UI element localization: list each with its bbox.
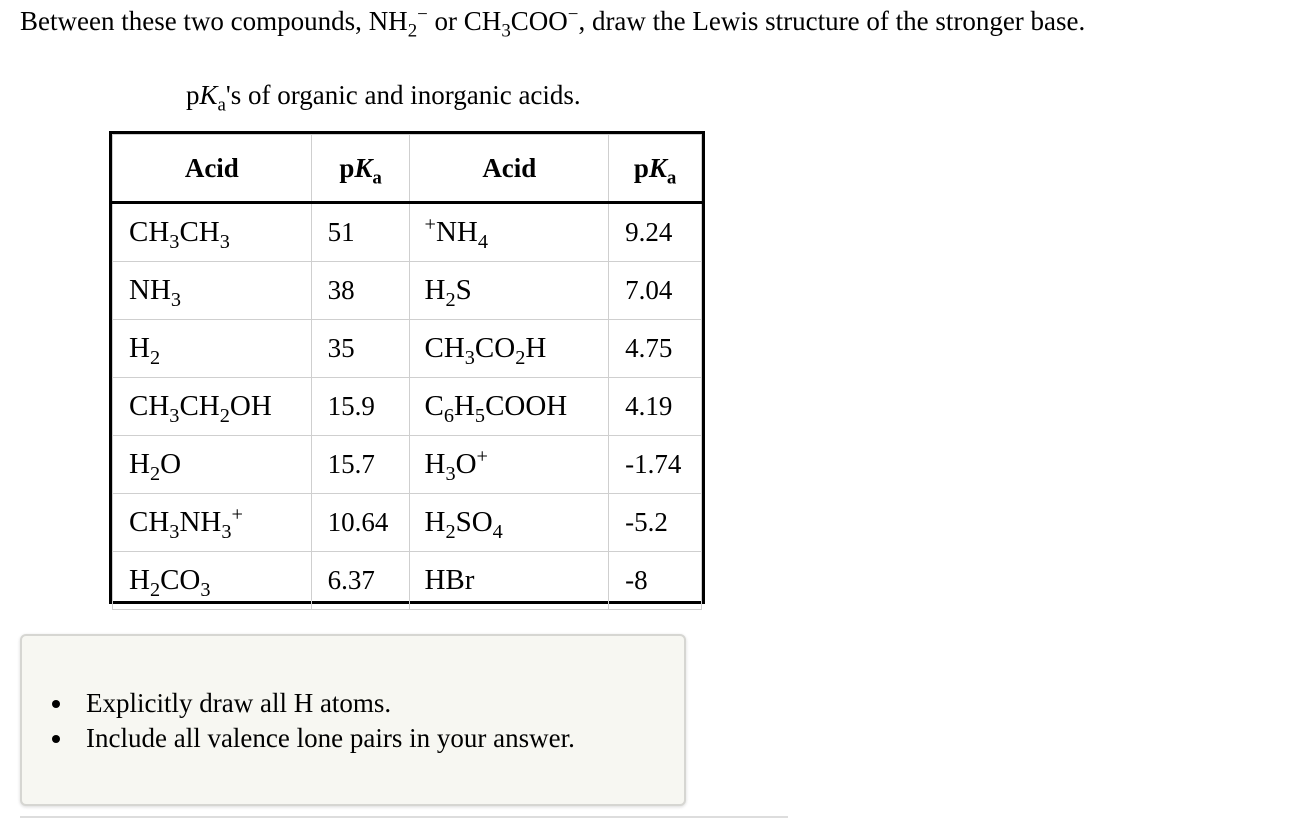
acid-cell: $H_2O$: [113, 436, 312, 494]
table-row: [113, 320, 702, 378]
pka-cell: 6.37: [311, 552, 410, 610]
acid-cell: $NH_3$: [113, 262, 312, 320]
acid-cell: $CH_3CO_2H$: [410, 320, 609, 378]
hint-list: [86, 686, 575, 756]
base-nh2: $NH_2^-$: [368, 4, 428, 42]
base-acetate: $CH_3COO^-$: [463, 4, 579, 42]
acid-cell: $CH_3CH_2OH$: [113, 378, 312, 436]
table-header-row: [113, 135, 702, 203]
question-suffix: , draw the Lewis structure of the stronger base.: [578, 6, 1086, 36]
table-caption: $pK_a's$ of organic and inorganic acids.: [186, 80, 581, 116]
pka-cell: 15.7: [311, 436, 410, 494]
pka-cell: 4.75: [609, 320, 702, 378]
question-or: or: [427, 6, 464, 36]
pka-cell: -5.2: [609, 494, 702, 552]
acid-cell: $H_3O^+$: [410, 436, 609, 494]
header-acid-1: Acid: [113, 135, 312, 203]
pka-cell: 4.19: [609, 378, 702, 436]
table-row: [113, 436, 702, 494]
acid-cell: HBr: [410, 552, 609, 610]
question-prefix: Between these two compounds,: [20, 6, 369, 36]
pka-cell: 51: [311, 203, 410, 262]
table-row: [113, 262, 702, 320]
acid-cell: $H_2SO_4$: [410, 494, 609, 552]
hint-item: Explicitly draw all H atoms.: [86, 686, 575, 721]
acid-cell: $H_2CO_3$: [113, 552, 312, 610]
table-row: [113, 494, 702, 552]
acid-cell: $^+NH_4$: [410, 203, 609, 262]
table-row: [113, 552, 702, 610]
header-acid-2: Acid: [410, 135, 609, 203]
acid-cell: $CH_3CH_3$: [113, 203, 312, 262]
pka-cell: 35: [311, 320, 410, 378]
pka-cell: 10.64: [311, 494, 410, 552]
divider: [20, 816, 788, 818]
pka-cell: -8: [609, 552, 702, 610]
header-pka-2: $pK_a$: [609, 135, 702, 203]
hint-item: Include all valence lone pairs in your answer.: [86, 721, 575, 756]
question-text: [20, 4, 1086, 42]
acid-cell: $CH_3NH_3^+$: [113, 494, 312, 552]
pka-cell: 38: [311, 262, 410, 320]
hint-box: [20, 634, 686, 806]
acid-cell: $H_2$: [113, 320, 312, 378]
header-pka-1: $pK_a$: [311, 135, 410, 203]
table-row: [113, 203, 702, 262]
pka-table: [109, 131, 705, 604]
acid-cell: $C_6H_5COOH$: [410, 378, 609, 436]
pka-cell: 9.24: [609, 203, 702, 262]
table-row: [113, 378, 702, 436]
pka-cell: 7.04: [609, 262, 702, 320]
acid-cell: $H_2S$: [410, 262, 609, 320]
pka-cell: -1.74: [609, 436, 702, 494]
pka-cell: 15.9: [311, 378, 410, 436]
